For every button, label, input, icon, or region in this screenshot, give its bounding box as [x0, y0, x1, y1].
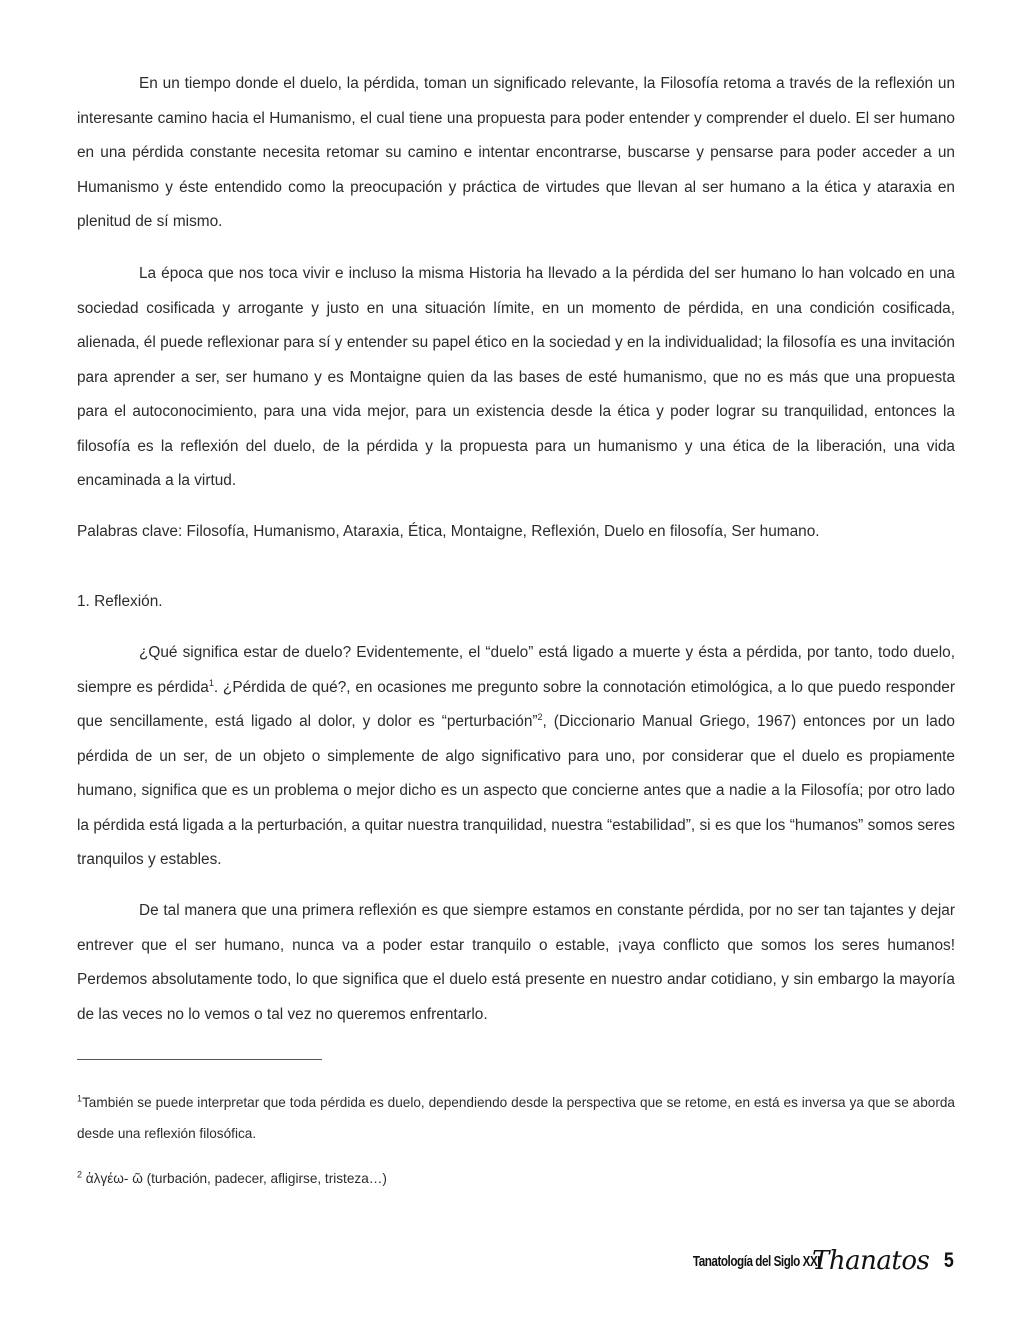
footnote-2	[77, 1163, 955, 1194]
footnote-marker: 2	[77, 1169, 83, 1180]
body-text: ¿Qué significa estar de duelo? Evidentemente, el “duelo” está ligado a muerte y ésta a pérdida, por tanto, todo duelo, siempre es pérdida	[77, 644, 955, 696]
body-paragraph-2: De tal manera que una primera reflexión es que siempre estamos en constante pérdida, por no ser tan tajantes y dejar entrever que el ser humano, nunca va a poder estar tranquilo o estable, ¡vaya conflicto que somos los seres humanos! Perdemos absolutamente todo, lo que significa que el duelo está presente en nuestro andar cotidiano, y sin embargo la mayoría de las veces no lo vemos o tal vez no queremos enfrentarlo.	[77, 902, 955, 1023]
footnote-1	[77, 1087, 955, 1149]
footnote-ref-1: 1	[208, 677, 214, 688]
body-text: , (Diccionario Manual Griego, 1967) entonces por un lado pérdida de un ser, de un objeto o simplemente de algo significativo para uno, por considerar que el duelo es propiamente humano, significa que es un problema o mejor dicho es un aspecto que concierne antes que a nadie a la Filosofía; por otro lado la pérdida está ligada a la perturbación, a quitar nuestra tranquilidad, nuestra “estabilidad”, si es que los “humanos” somos seres tranquilos y estables.	[77, 713, 955, 868]
footnote-text: ἀλγέω- ῶ (turbación, padecer, afligirse, tristeza…)	[82, 1171, 387, 1186]
page-number: 5	[944, 1249, 955, 1272]
journal-logo: Thanatos	[812, 1246, 930, 1276]
page-footer	[657, 1243, 955, 1279]
footnote-ref-2: 2	[537, 711, 543, 722]
body-text: . ¿Pérdida de qué?, en ocasiones me pregunto sobre la connotación etimológica, a lo que puedo responder que sencillamente, está ligado al dolor, y dolor es “perturbación”	[77, 678, 955, 730]
footnote-marker: 1	[77, 1093, 83, 1104]
footnote-text: También se puede interpretar que toda pérdida es duelo, dependiendo desde la perspectiva que se retome, en está es inversa ya que se aborda desde una reflexión filosófica.	[77, 1095, 955, 1141]
abstract-paragraph-2: La época que nos toca vivir e incluso la misma Historia ha llevado a la pérdida del ser humano lo han volcado en una sociedad cosificada y arrogante y justo en una situación límite, en un momento de pérdida, en una condición cosificada, alienada, él puede reflexionar para sí y entender su papel ético en la sociedad y en la individualidad; la filosofía es una invitación para aprender a ser, ser humano y es Montaigne quien da las bases de esté humanismo, que no es más que una propuesta para el autoconocimiento, para una vida mejor, para un existencia desde la ética y poder lograr su tranquilidad, entonces la filosofía es la reflexión del duelo, de la pérdida y la propuesta para un humanismo y una ética de la liberación, una vida encaminada a la virtud.	[77, 265, 955, 489]
keywords: Palabras clave: Filosofía, Humanismo, Ataraxia, Ética, Montaigne, Reflexión, Duelo en filosofía, Ser humano.	[77, 523, 820, 540]
section-heading: 1. Reflexión.	[77, 593, 163, 610]
body-paragraph-1	[77, 636, 955, 878]
journal-title: Tanatología del Siglo XXI	[692, 1252, 821, 1270]
abstract-paragraph-1: En un tiempo donde el duelo, la pérdida, toman un significado relevante, la Filosofía retoma a través de la reflexión un interesante camino hacia el Humanismo, el cual tiene una propuesta para poder entender y comprender el duelo. El ser humano en una pérdida constante necesita retomar su camino e intentar encontrarse, buscarse y pensarse para poder acceder a un Humanismo y éste entendido como la preocupación y práctica de virtudes que llevan al ser humano a la ética y ataraxia en plenitud de sí mismo.	[77, 75, 955, 230]
footnote-divider	[77, 1059, 322, 1060]
